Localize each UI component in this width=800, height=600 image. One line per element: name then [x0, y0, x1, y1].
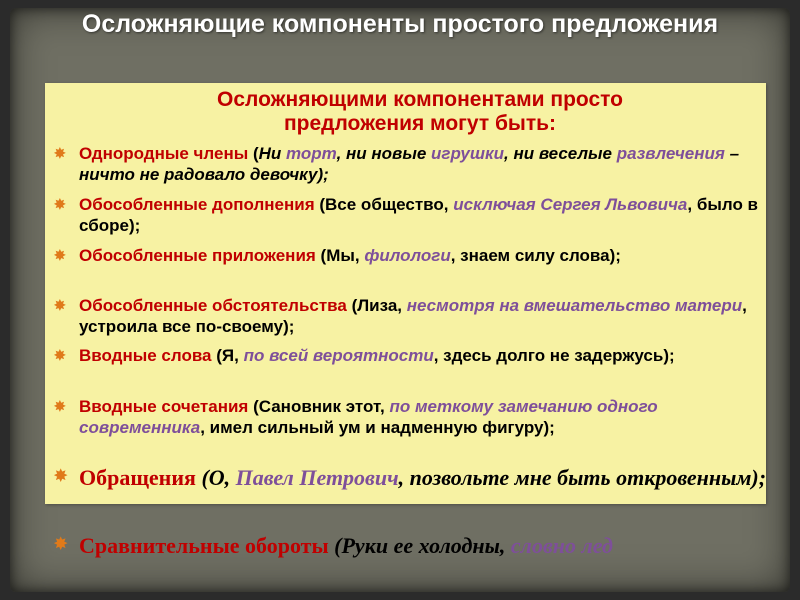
item-term: Обособленные обстоятельства — [79, 296, 352, 315]
item-term: Обособленные дополнения — [79, 195, 320, 214]
item-text: (Руки ее холодны, — [334, 533, 511, 558]
list-item — [54, 530, 769, 561]
item-text: – ничто не радовало девочку); — [79, 144, 740, 184]
item-term: Вводные слова — [79, 346, 217, 365]
bullet-icon: ✸ — [54, 468, 68, 485]
item-text: , устроила все по-своему); — [79, 296, 747, 336]
bullet-icon: ✸ — [54, 347, 66, 363]
list-item — [54, 245, 769, 266]
item-term: Сравнительные обороты — [79, 533, 335, 558]
bullet-icon: ✸ — [54, 297, 66, 313]
item-highlight: торт — [286, 144, 337, 163]
item-text: (Все общество, — [319, 195, 454, 214]
list-item — [54, 143, 769, 185]
item-text: (Сановник этот, — [253, 397, 390, 416]
item-term: Обособленные приложения — [79, 246, 321, 265]
list-item — [54, 345, 769, 366]
item-text: Ни — [258, 144, 287, 163]
item-highlight: филологи — [364, 246, 451, 265]
item-text: , позвольте мне быть откровенным); — [398, 465, 767, 490]
list-item — [54, 295, 769, 337]
item-term: Обращения — [79, 465, 202, 490]
item-text: , здесь долго не задержусь); — [433, 346, 675, 365]
item-term: Однородные члены — [79, 144, 253, 163]
item-highlight: словно лед — [510, 533, 613, 558]
item-highlight: игрушки — [431, 144, 505, 163]
item-highlight: по меткому замечанию одного современника — [79, 397, 658, 437]
bullet-icon: ✸ — [54, 247, 66, 263]
list-item — [54, 396, 769, 438]
item-term: Вводные сочетания — [79, 397, 254, 416]
item-text: (Мы, — [320, 246, 365, 265]
item-text: , имел сильный ум и надменную фигуру); — [200, 418, 555, 437]
bullet-icon: ✸ — [54, 196, 66, 212]
bullet-icon: ✸ — [54, 145, 66, 161]
bullet-icon: ✸ — [54, 536, 68, 553]
bullet-icon: ✸ — [54, 398, 66, 414]
item-text: (Я, — [216, 346, 244, 365]
item-text: , ни веселые — [504, 144, 617, 163]
item-text: (О, — [201, 465, 236, 490]
item-text: , знаем силу слова); — [450, 246, 621, 265]
list-item — [54, 462, 769, 493]
list-item — [54, 194, 769, 236]
item-text: , ни новые — [336, 144, 432, 163]
slide-title: Осложняющие компоненты простого предложения — [81, 10, 719, 38]
item-text: , было в сборе); — [79, 195, 759, 235]
item-highlight: Павел Петрович — [235, 465, 399, 490]
item-highlight: развлечения — [616, 144, 725, 163]
item-text: (Лиза, — [351, 296, 407, 315]
panel-subtitle: Осложняющими компонентами просто предложения могут быть: — [217, 88, 623, 135]
item-highlight: по всей вероятности — [243, 346, 434, 365]
item-highlight: несмотря на вмешательство матери — [406, 296, 743, 315]
item-highlight: исключая Сергея Львовича — [453, 195, 688, 214]
item-text: ( — [252, 144, 259, 163]
